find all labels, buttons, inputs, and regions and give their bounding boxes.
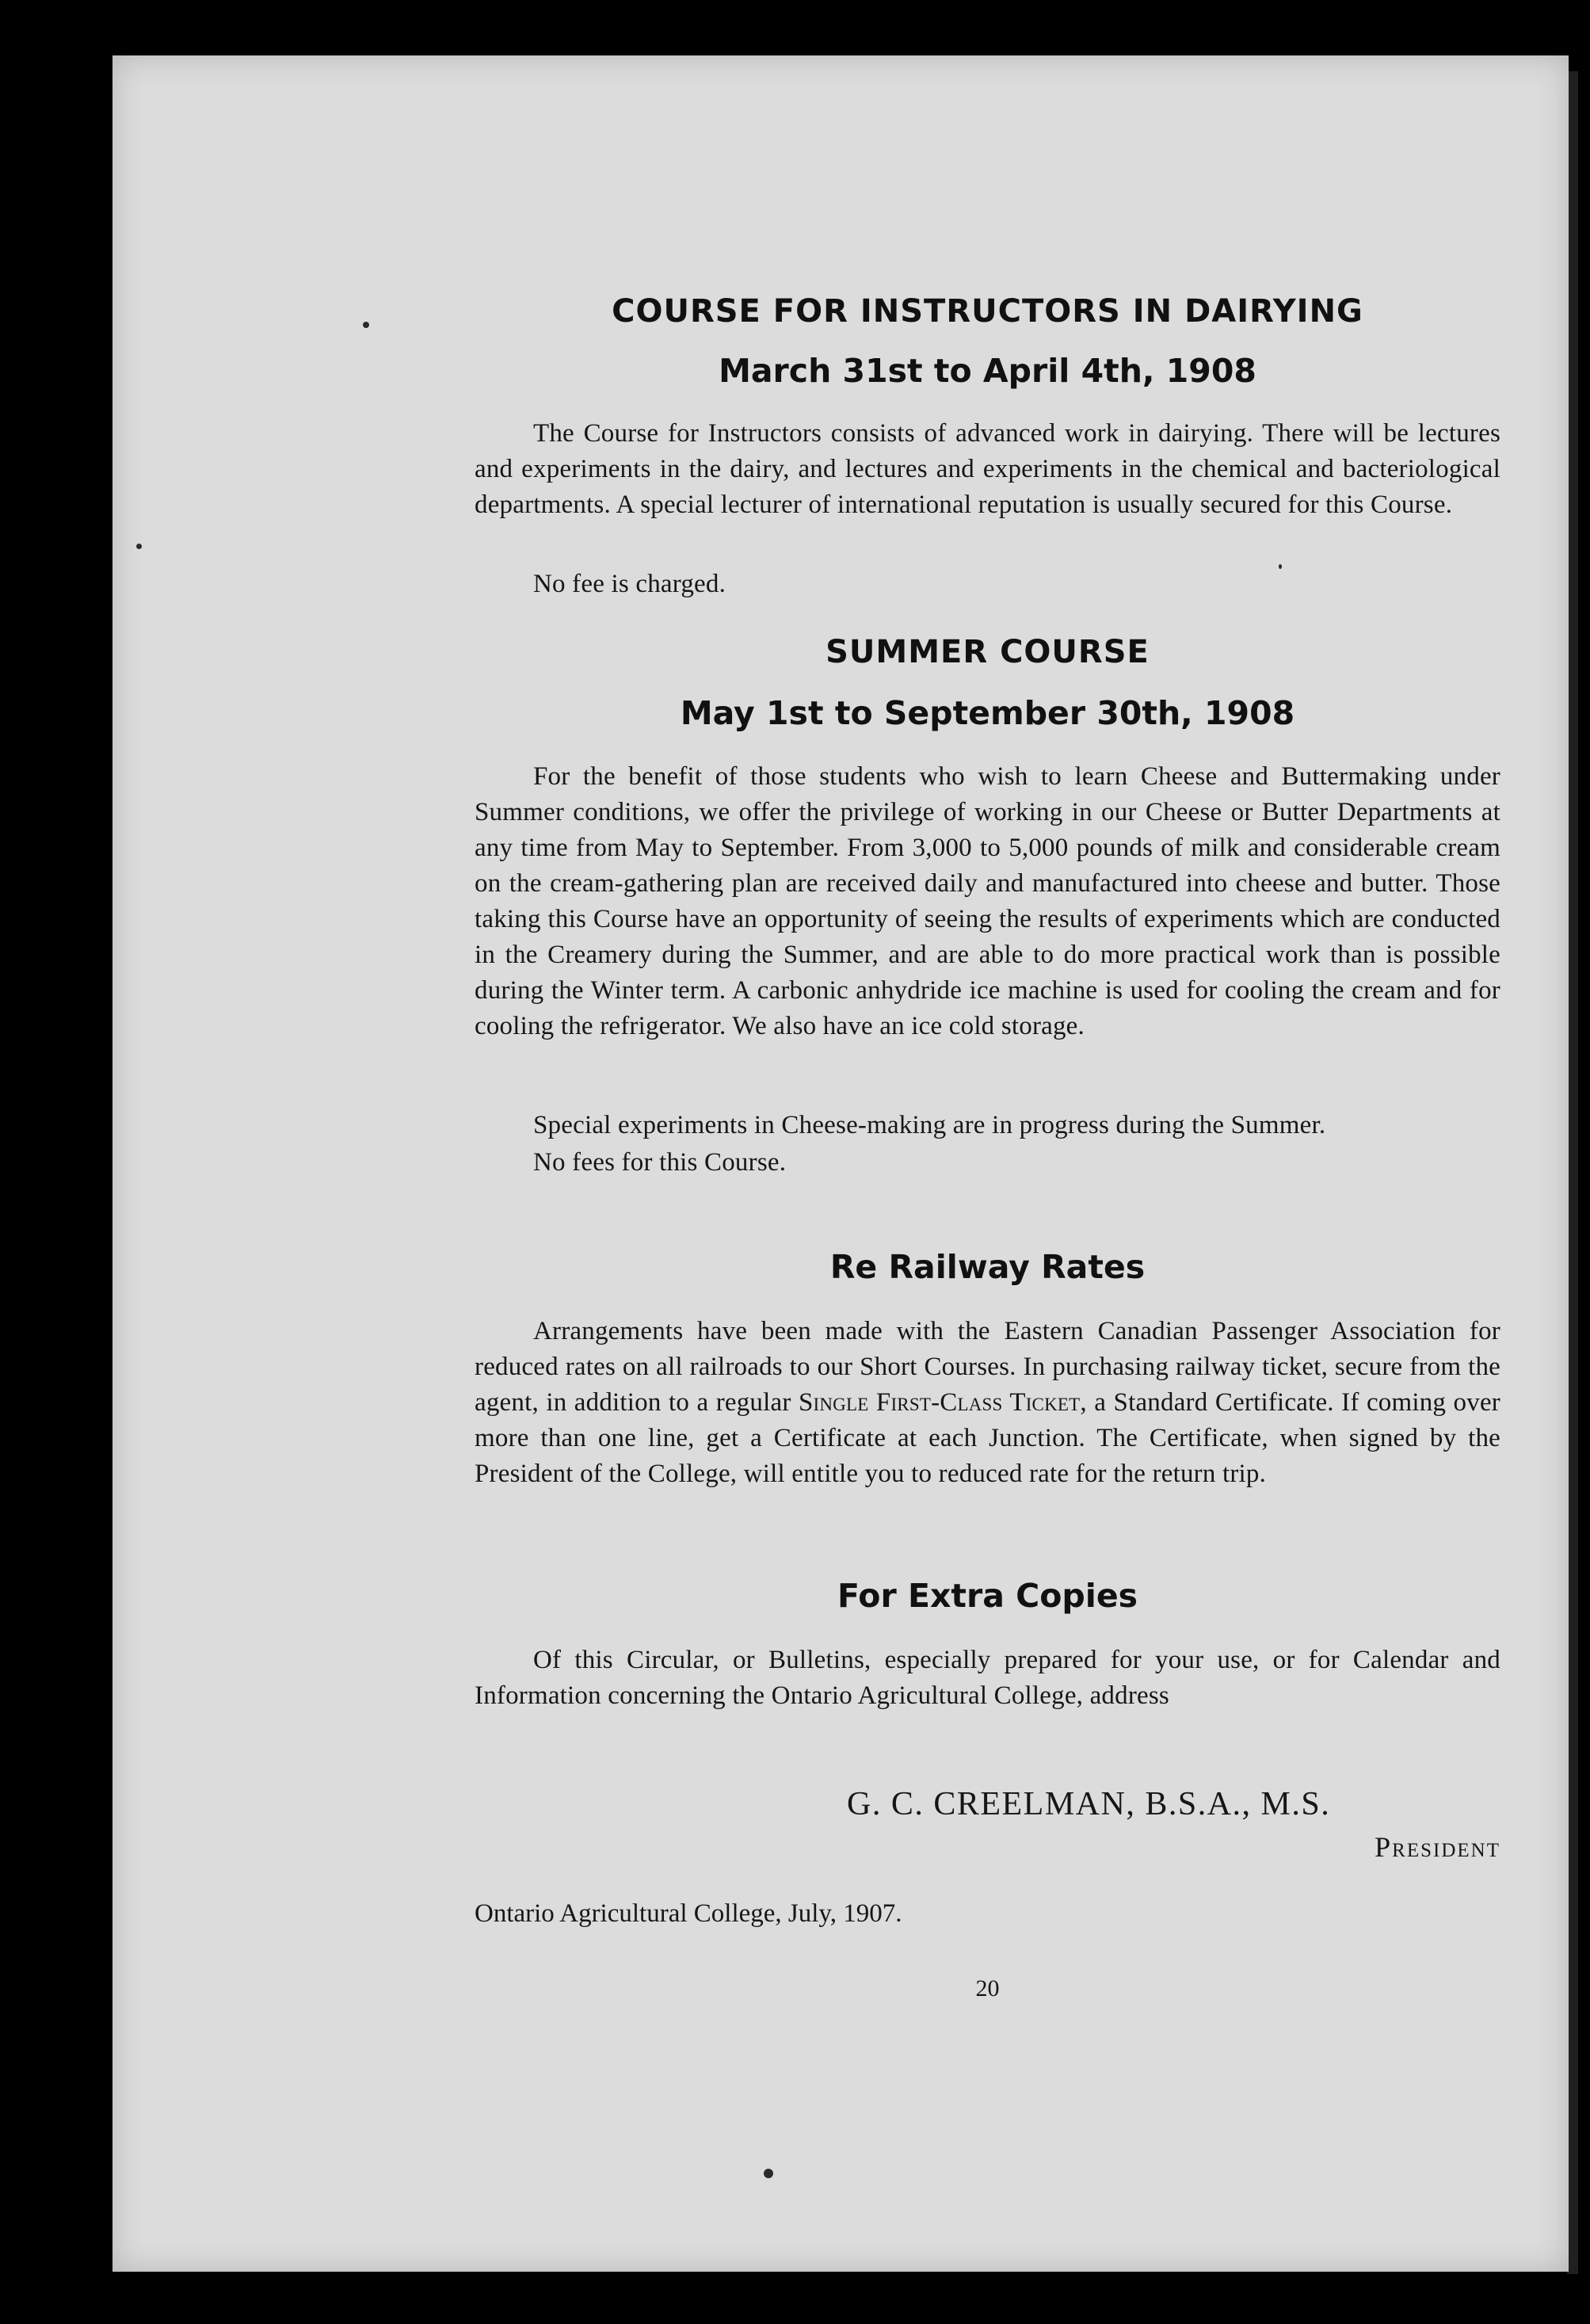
- paragraph-railway-rates: [475, 1314, 1500, 1492]
- scan-speck: [1279, 564, 1282, 569]
- section-heading-extra-copies: For Extra Copies: [837, 1577, 1138, 1615]
- page-edge: [1567, 71, 1578, 2274]
- paragraph-instructors-course: The Course for Instructors consists of advanced work in dairying. There will be lectures and experiments in the dairy, and lectures and experiments in the chemical and bacteriological departments. A special lecturer of international reputation is usually secured for this Course.: [475, 419, 1500, 519]
- dateline: Ontario Agricultural College, July, 1907.: [475, 1899, 902, 1928]
- signature-name: G. C. CREELMAN, B.S.A., M.S.: [847, 1786, 1331, 1822]
- signature-title: President: [1375, 1831, 1500, 1863]
- section-heading-railway: Re Railway Rates: [829, 1248, 1146, 1286]
- paragraph-no-fee: No fee is charged.: [533, 570, 726, 598]
- section-date-instructors: March 31st to April 4th, 1908: [719, 352, 1256, 390]
- scan-speck: [136, 544, 142, 549]
- section-heading-summer: SUMMER COURSE: [826, 634, 1150, 670]
- paragraph-summer-course: For the benefit of those students who wish to learn Cheese and Buttermaking under Summer conditions, we offer the privilege of working in our Cheese or Butter Departments at any time from May to September. From 3,000 to 5,000 pounds of milk and considerable cream on the cream-gathering plan are received daily and manufactured into cheese and butter. Those taking this Course have an opportunity of seeing the results of experiments which are conducted in the Creamery during the Summer, and are able to do more practical work than is possible during the Winter term. A carbonic anhydride ice machine is used for cooling the cream and for cooling the refrigerator. We also have an ice cold storage.: [475, 762, 1500, 1040]
- scan-speck: [363, 322, 369, 328]
- paragraph-extra-copies: Of this Circular, or Bulletins, especially prepared for your use, or for Calendar and Information concerning the Ontario Agricultural College, address: [475, 1646, 1500, 1710]
- paragraph-special-experiments: Special experiments in Cheese-making are in progress during the Summer.: [533, 1111, 1326, 1139]
- page-number: 20: [975, 1975, 1000, 2002]
- paragraph-no-fees: No fees for this Course.: [533, 1148, 787, 1177]
- scan-speck: [764, 2169, 773, 2178]
- document-page: [112, 55, 1569, 2272]
- ticket-type: Single First-Class Ticket: [798, 1388, 1081, 1417]
- railway-text-before: Arrangements have been made with the Eastern Canadian Passenger Association for reduced rates on all railroads to our Short Courses. In purchasing railway ticket, secure from the agent, in addition to a regular: [475, 1317, 1500, 1417]
- railway-text-after: , a Standard Certificate. If coming over more than one line, get a Certificate at each Junction. The Certificate, when signed by the President of the College, will entitle you to reduced rate for the return trip.: [475, 1388, 1500, 1488]
- section-heading-instructors: COURSE FOR INSTRUCTORS IN DAIRYING: [612, 293, 1363, 330]
- section-date-summer: May 1st to September 30th, 1908: [680, 694, 1295, 732]
